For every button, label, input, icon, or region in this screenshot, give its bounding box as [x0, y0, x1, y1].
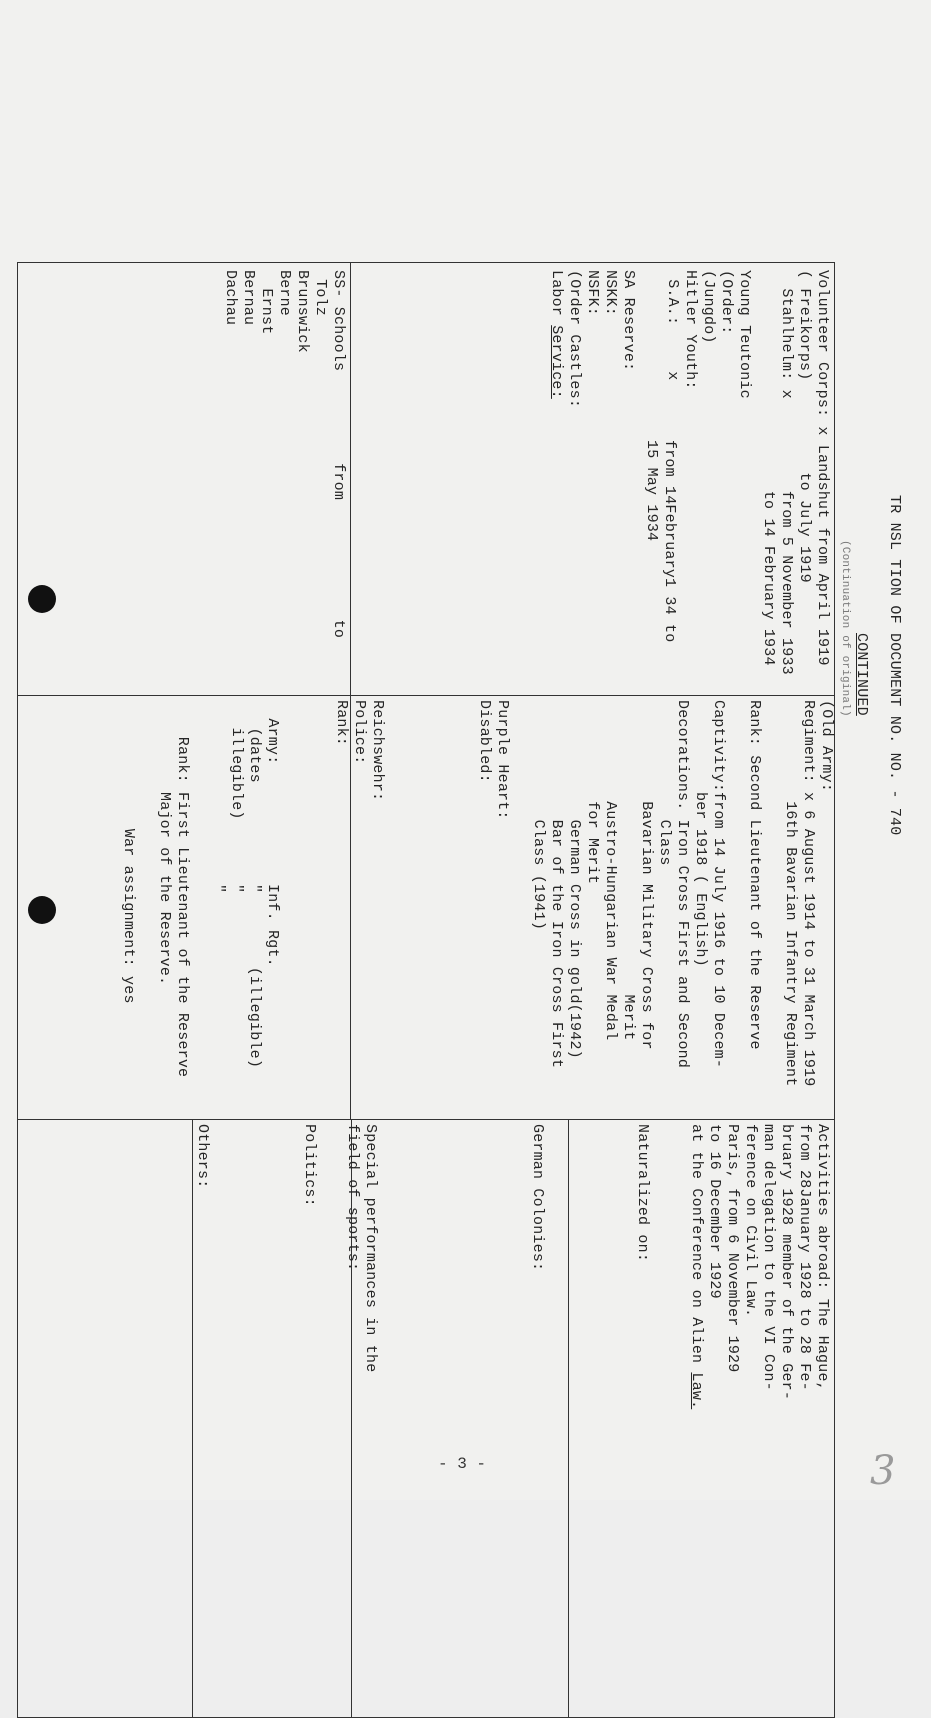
punch-hole [28, 585, 56, 613]
activities-law: Law. [688, 1372, 705, 1410]
others-label: Others: [194, 1124, 211, 1189]
page-number: - 3 - [438, 1455, 487, 1473]
ss-schools-section: SS- Schools from to Tolz Brunswick Berne Ernst Bernau Dachau [222, 270, 347, 639]
reserve-section [547, 270, 637, 408]
naturalized-label: Naturalized on: [634, 1124, 651, 1263]
activities-abroad-text: Activities abroad: The Hague, from 28January 1928 to 28 Fe- bruary 1928 member of the Ger- man delegation to the VI Con- ference on Civil Law. Paris, from 6 November 1929 to 16 December 1929 at the Conference on Alien [688, 1124, 831, 1401]
row-divider [350, 263, 351, 695]
punch-hole [28, 896, 56, 924]
volunteer-corps-section: Volunteer Corps: x Landshut from April 1919 ( Freikorps) to July 1919 Stahlhelm: x from 5 November 1933 to 14 February 1934 [760, 270, 831, 675]
continued-heading: CONTINUED [853, 633, 870, 716]
row-divider [568, 1119, 569, 1717]
row-divider [192, 1119, 193, 1717]
army-section: (Old Army: Regiment: x 6 August 1914 to 31 March 1919 16th Bavarian Infantry Regiment Rank: Second Lieutenant of the Reserve Captivity:from 14 July 1916 to 10 Decem- ber 1918 ( English) Decorations. Iron Cross First and Second Class Bavarian Military Cross for Merit Austro-Hungarian War Medal for Merit German Cross in gold(1942) Bar of the Iron Cross First Class (1941) Purple Heart: Disabled: [476, 700, 835, 1087]
continuation-note: (Continuation of original) [839, 540, 851, 717]
document-title: TR NSL TION OF DOCUMENT NO. NO. - 740 [886, 495, 903, 836]
labor-service-label: Service: [548, 325, 565, 399]
sa-dates: from 14February1 34 to 15 May 1934 [643, 440, 678, 643]
sports-label: Special performances in the field of sports: [344, 1124, 379, 1373]
handwritten-page-number: 3 [870, 1448, 896, 1494]
activities-abroad-section [687, 1124, 831, 1409]
reichswehr-section: Reichswehr: Police: Rank: [333, 700, 386, 802]
wehrmacht-section: Army: Inf. Rgt. (dates " (illegible) illegible) " " Rank: First Lieutenant of the Reserve Major of the Reserve. War assignment: yes [120, 718, 281, 1078]
column-divider [18, 695, 834, 696]
politics-label: Politics: [301, 1124, 318, 1207]
reserve-lines: SA Reserve: NSKK: NSFK: (Order Castles: Labor [548, 270, 637, 409]
column-divider [18, 1119, 834, 1120]
young-teutonic-section: Young Teutonic (Order: (Jungdo) Hitler Youth: S.A.: x [664, 270, 753, 399]
german-colonies-label: German Colonies: [529, 1124, 546, 1272]
